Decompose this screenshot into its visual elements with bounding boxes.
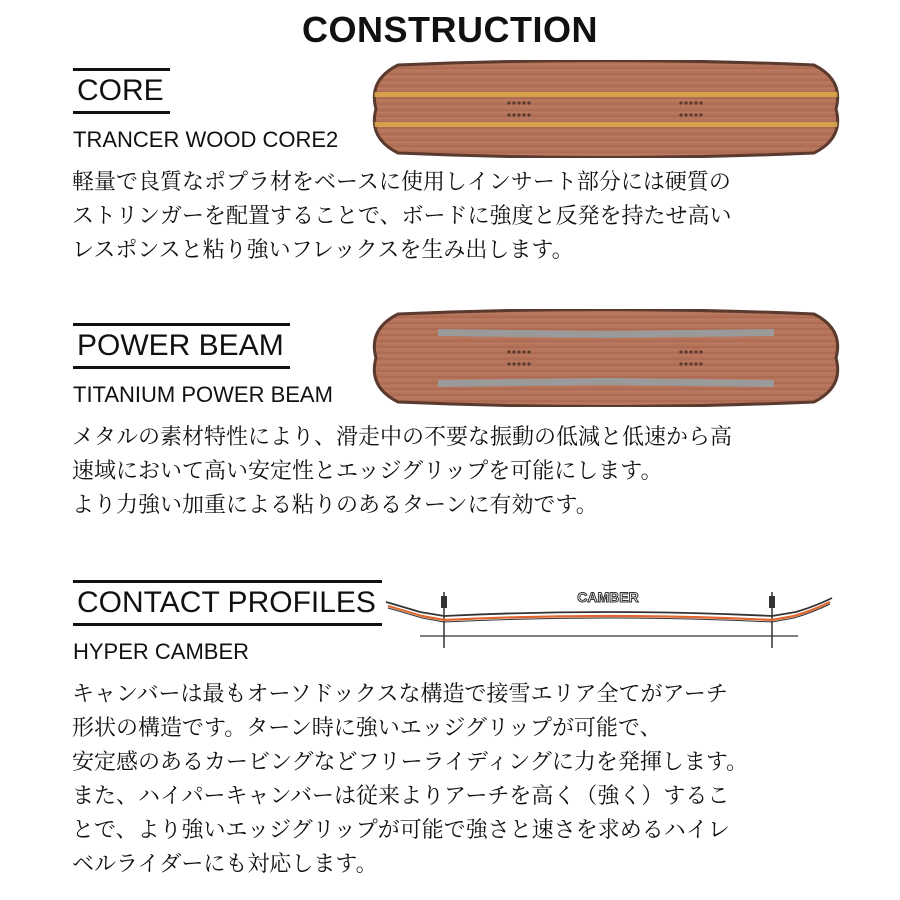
body-text-power-beam — [72, 421, 732, 523]
heading-text: CORE — [77, 74, 164, 107]
body-line: ストリンガーを配置することで、ボードに強度と反発を持たせ高い — [72, 204, 732, 229]
body-line: レスポンスと粘り強いフレックスを生み出します。 — [72, 238, 574, 263]
camber-profile-diagram-icon — [380, 586, 840, 650]
subheading-core: TRANCER WOOD CORE2 — [73, 127, 339, 152]
page-title: CONSTRUCTION — [302, 9, 598, 50]
body-line: また、ハイパーキャンバーは従来よりアーチを高く（強く）するこ — [72, 784, 730, 809]
heading-rule-bottom — [73, 111, 170, 114]
section-heading-power-beam — [73, 323, 290, 369]
camber-label: CAMBER — [577, 589, 639, 605]
body-text-contact-profiles — [72, 678, 748, 882]
body-line: メタルの素材特性により、滑走中の不要な振動の低減と低速から高 — [72, 425, 733, 450]
body-line: より力強い加重による粘りのあるターンに有効です。 — [72, 493, 598, 518]
section-heading-contact-profiles — [73, 580, 382, 626]
titanium-beam-board-icon — [368, 309, 844, 407]
subheading-power-beam: TITANIUM POWER BEAM — [73, 382, 333, 407]
body-line: 安定感のあるカービングなどフリーライディングに力を発揮します。 — [72, 750, 749, 775]
heading-rule-bottom — [73, 623, 382, 626]
section-heading-core — [73, 68, 170, 114]
body-line: ベルライダーにも対応します。 — [72, 852, 378, 877]
heading-rule-bottom — [73, 366, 290, 369]
body-line: 速域において高い安定性とエッジグリップを可能にします。 — [72, 459, 663, 484]
heading-text: CONTACT PROFILES — [77, 586, 376, 619]
body-line: とで、より強いエッジグリップが可能で強さと速さを求めるハイレ — [72, 818, 730, 843]
subheading-hyper-camber: HYPER CAMBER — [73, 639, 250, 664]
wood-core-board-icon — [368, 60, 844, 158]
body-text-core — [72, 166, 732, 268]
body-line: 軽量で良質なポプラ材をベースに使用しインサート部分には硬質の — [72, 170, 731, 195]
body-line: 形状の構造です。ターン時に強いエッジグリップが可能で、 — [72, 716, 662, 741]
heading-text: POWER BEAM — [77, 329, 284, 362]
body-line: キャンバーは最もオーソドックスな構造で接雪エリア全てがアーチ — [72, 682, 728, 707]
